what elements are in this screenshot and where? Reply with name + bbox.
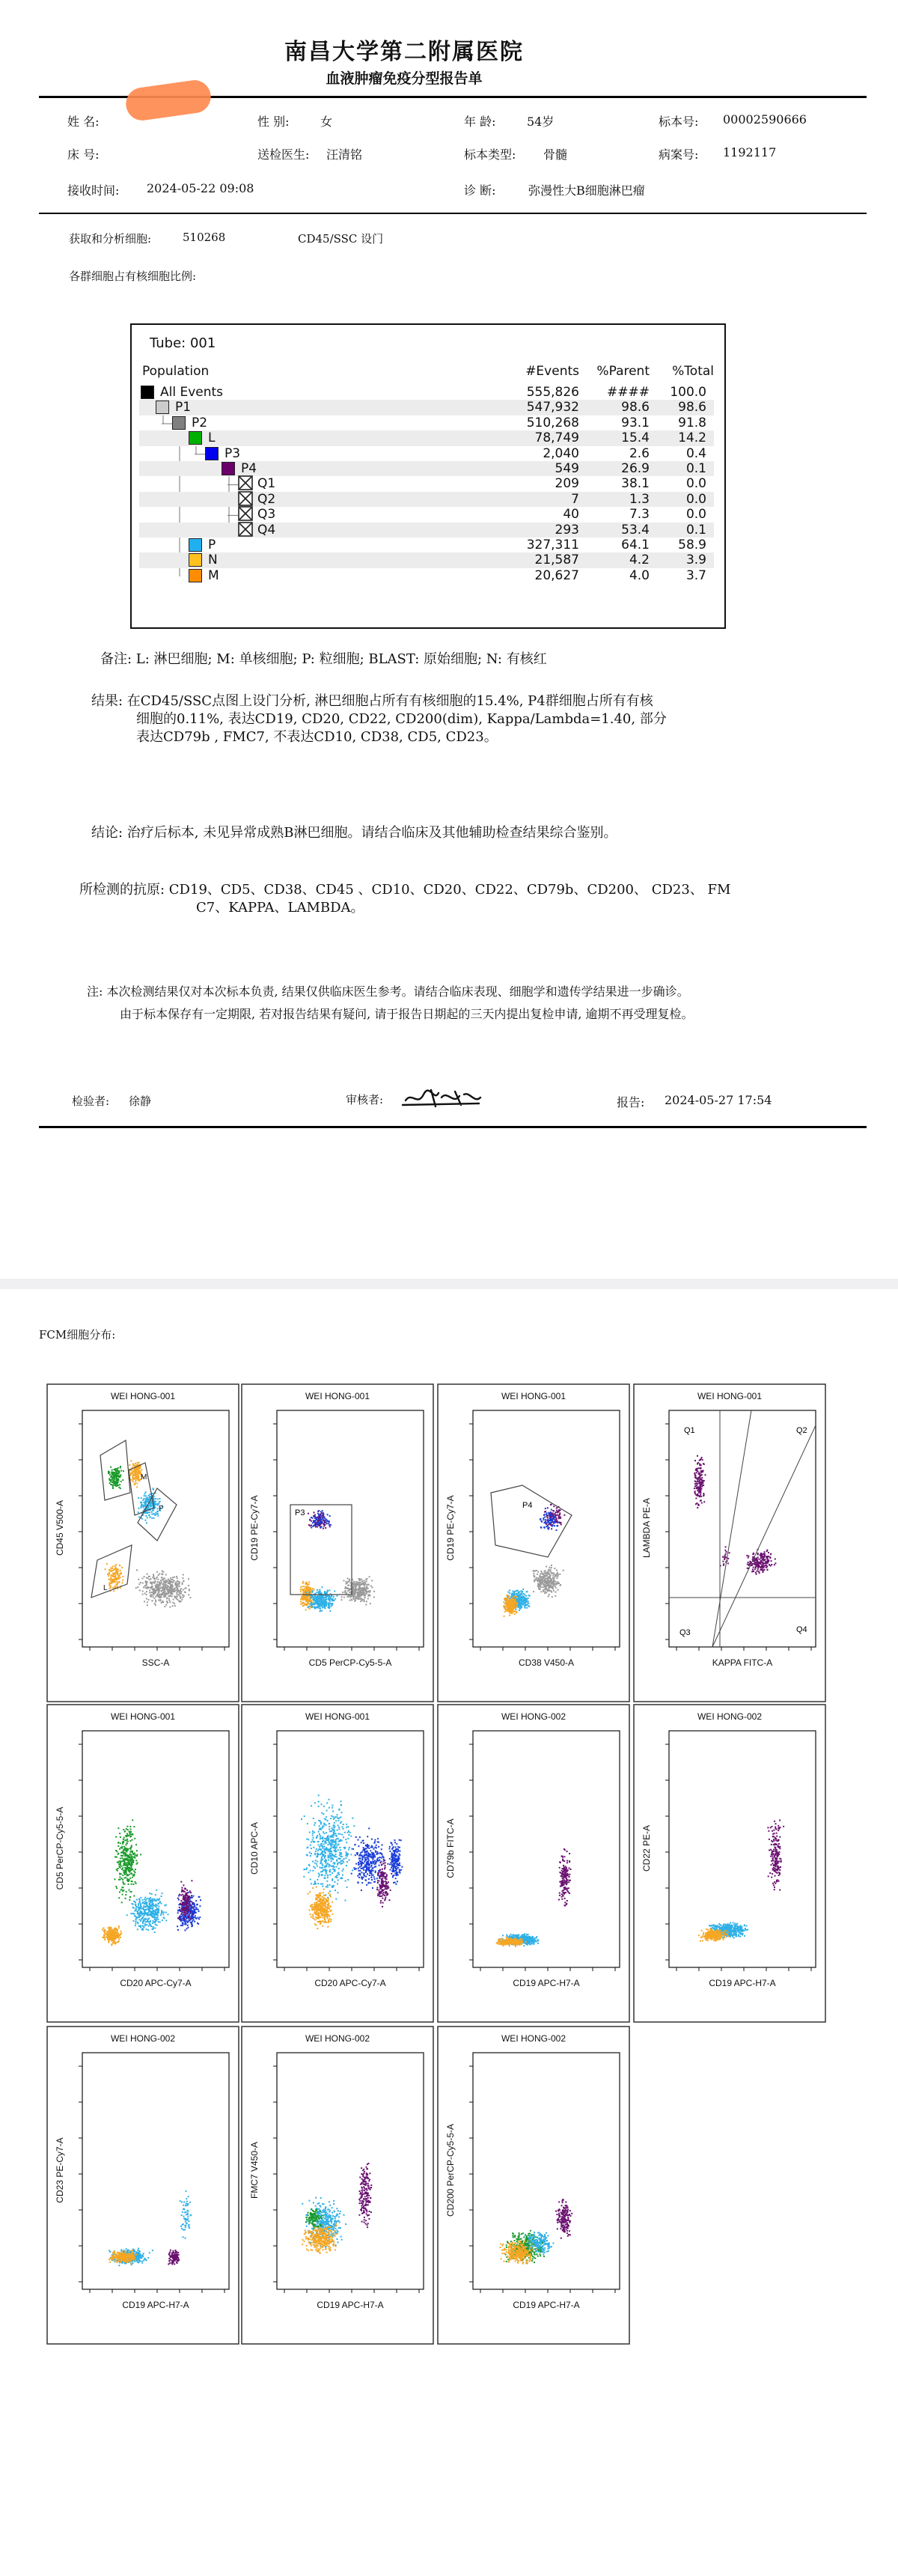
result-line-2: 细胞的0.11%, 表达CD19, CD20, CD22, CD200(dim), Kappa/Lambda=1.40, 部分 <box>136 711 667 727</box>
parent-value: 53.4 <box>621 522 650 538</box>
plot-x-axis-label: CD19 APC-H7-A <box>513 1978 580 1988</box>
case-no-value: 1192117 <box>723 145 777 159</box>
population-swatch <box>156 401 169 414</box>
fcm-plot-svg <box>633 1704 826 2023</box>
population-name: P2 <box>192 415 208 430</box>
age-label: 年 龄: <box>464 115 496 129</box>
total-value: 0.1 <box>685 461 706 476</box>
population-swatch <box>222 462 235 475</box>
plot-x-axis-label: CD19 APC-H7-A <box>513 2300 580 2310</box>
specimen-type-value: 骨髓 <box>543 147 568 162</box>
parent-value: 2.6 <box>629 445 650 461</box>
gate-text: CD45/SSC 设门 <box>298 232 384 246</box>
population-swatch <box>238 522 253 537</box>
population-row <box>139 415 714 430</box>
fcm-plot <box>46 1704 239 2023</box>
remark-text: 备注: L: 淋巴细胞; M: 单核细胞; P: 粒细胞; BLAST: 原始细胞; N: 有核红 <box>100 651 547 667</box>
reviewer-label: 审核者: <box>346 1093 384 1106</box>
total-value: 0.4 <box>685 445 706 461</box>
population-row <box>139 385 714 400</box>
parent-value: #### <box>607 385 650 400</box>
total-value: 91.8 <box>678 415 706 430</box>
plot-x-axis-label: KAPPA FITC-A <box>712 1657 773 1668</box>
population-row <box>139 538 714 552</box>
fcm-plot-svg <box>241 1704 434 2023</box>
total-value: 3.7 <box>685 567 706 583</box>
total-value: 0.0 <box>685 491 706 507</box>
ratio-label: 各群细胞占有核细胞比例: <box>69 270 197 283</box>
col-events: #Events <box>525 364 579 379</box>
antigen-line-2: C7、KAPPA、LAMBDA。 <box>196 900 364 916</box>
plot-title: WEI HONG-001 <box>697 1391 762 1401</box>
population-name: N <box>208 552 218 568</box>
doctor-label: 送检医生: <box>257 147 310 162</box>
header-bottom-rule <box>39 213 867 214</box>
parent-value: 98.6 <box>621 400 650 415</box>
events-value: 547,932 <box>526 400 579 415</box>
fcm-plot-svg <box>46 2026 239 2345</box>
plot-title: WEI HONG-001 <box>501 1391 566 1401</box>
population-row <box>139 446 714 461</box>
plot-y-axis-label: CD200 PerCP-Cy5-5-A <box>445 2123 456 2217</box>
disclaimer-line-1: 注: 本次检测结果仅对本次标本负责, 结果仅供临床医生参考。请结合临床表现、细胞学和遗传学结果进一步确诊。 <box>87 984 689 999</box>
fcm-plot-svg <box>46 1704 239 2023</box>
gender-value: 女 <box>320 115 333 129</box>
parent-value: 4.0 <box>629 567 650 583</box>
result-line-1: 结果: 在CD45/SSC点图上设门分析, 淋巴细胞占所有有核细胞的15.4%, P4群细胞占所有有核 <box>91 693 653 709</box>
fcm-plot-svg <box>437 1704 630 2023</box>
events-value: 2,040 <box>543 445 579 461</box>
total-value: 0.0 <box>685 476 706 492</box>
disclaimer-line-2: 由于标本保存有一定期限, 若对报告结果有疑问, 请于报告日期起的三天内提出复检申请, 逾期不再受理复检。 <box>120 1007 694 1021</box>
parent-value: 64.1 <box>621 538 650 552</box>
plot-title: WEI HONG-001 <box>305 1391 370 1401</box>
report-title: 血液肿瘤免疫分型报告单 <box>326 70 483 87</box>
total-value: 3.9 <box>685 552 706 568</box>
plot-y-axis-label: CD23 PE-Cy7-A <box>55 2137 65 2203</box>
events-value: 293 <box>555 522 579 538</box>
svg-text:Q1: Q1 <box>684 1426 695 1435</box>
svg-text:P4: P4 <box>522 1501 533 1510</box>
cells-value: 510268 <box>183 231 226 244</box>
population-row <box>139 492 714 507</box>
plot-title: WEI HONG-001 <box>305 1711 370 1722</box>
parent-value: 15.4 <box>621 430 650 446</box>
total-value: 14.2 <box>678 430 706 446</box>
total-value: 100.0 <box>670 385 706 400</box>
bed-label: 床 号: <box>67 147 100 162</box>
plot-title: WEI HONG-002 <box>697 1711 762 1722</box>
col-parent: %Parent <box>596 364 650 379</box>
plot-title: WEI HONG-002 <box>501 1711 566 1722</box>
plot-x-axis-label: CD20 APC-Cy7-A <box>314 1978 386 1988</box>
events-value: 510,268 <box>526 415 579 430</box>
plot-y-axis-label: CD10 APC-A <box>249 1821 260 1875</box>
plot-y-axis-label: FMC7 V450-A <box>249 2141 260 2199</box>
plot-y-axis-label: CD19 PE-Cy7-A <box>445 1495 456 1561</box>
diagnosis-label: 诊 断: <box>464 183 496 198</box>
received-label: 接收时间: <box>67 183 120 198</box>
total-value: 58.9 <box>678 538 706 552</box>
fcm-plot <box>633 1704 826 2023</box>
fcm-plot <box>437 1383 630 1702</box>
population-row <box>139 552 714 567</box>
plot-title: WEI HONG-002 <box>305 2033 370 2044</box>
population-name: P <box>208 538 216 552</box>
age-value: 54岁 <box>527 115 555 129</box>
events-value: 21,587 <box>534 552 579 568</box>
population-name: All Events <box>160 385 224 400</box>
page-separator <box>0 1279 898 1289</box>
hospital-title: 南昌大学第二附属医院 <box>284 39 524 65</box>
events-value: 20,627 <box>534 567 579 583</box>
population-swatch <box>189 553 202 567</box>
events-value: 327,311 <box>526 538 579 552</box>
fcm-plot-svg <box>241 1383 434 1702</box>
plot-x-axis-label: CD19 APC-H7-A <box>317 2300 384 2310</box>
report-label: 报告: <box>617 1095 645 1109</box>
fcm-plot <box>46 2026 239 2345</box>
population-row <box>139 400 714 415</box>
population-row <box>139 523 714 538</box>
fcm-plot <box>633 1383 826 1702</box>
population-name: Q2 <box>257 491 276 507</box>
svg-text:Q4: Q4 <box>796 1625 807 1634</box>
fcm-plot-svg <box>46 1383 239 1702</box>
svg-text:Q3: Q3 <box>679 1628 691 1637</box>
fcm-plot <box>241 2026 434 2345</box>
events-value: 78,749 <box>534 430 579 446</box>
population-name: Q3 <box>257 507 276 523</box>
plot-x-axis-label: CD19 APC-H7-A <box>709 1978 776 1988</box>
population-name: M <box>208 567 219 583</box>
parent-value: 93.1 <box>621 415 650 430</box>
fcm-plot-svg <box>633 1383 826 1702</box>
tube-label: Tube: 001 <box>150 335 216 351</box>
plot-x-axis-label: CD20 APC-Cy7-A <box>120 1978 192 1988</box>
parent-value: 7.3 <box>629 507 650 523</box>
antigen-line-1: 所检测的抗原: CD19、CD5、CD38、CD45 、CD10、CD20、CD22、CD79b、CD200、 CD23、 FM <box>79 882 731 898</box>
total-value: 98.6 <box>678 400 706 415</box>
result-line-3: 表达CD79b , FMC7, 不表达CD10, CD38, CD5, CD23。 <box>136 729 498 745</box>
conclusion-text: 结论: 治疗后标本, 未见异常成熟B淋巴细胞。请结合临床及其他辅助检查结果综合鉴别。 <box>91 825 617 841</box>
fcm-plot <box>241 1383 434 1702</box>
gate-label: M <box>141 1473 147 1482</box>
population-swatch <box>172 416 186 430</box>
events-value: 40 <box>563 507 579 523</box>
population-name: P3 <box>224 445 241 461</box>
plot-y-axis-label: CD5 PerCP-Cy5-5-A <box>55 1806 65 1890</box>
checker-label: 检验者: <box>72 1094 110 1108</box>
col-total: %Total <box>672 364 714 379</box>
gender-label: 性 别: <box>257 115 290 129</box>
events-value: 555,826 <box>526 385 579 400</box>
plot-x-axis-label: SSC-A <box>141 1657 170 1668</box>
case-no-label: 病案号: <box>659 147 699 162</box>
population-swatch <box>189 569 202 582</box>
parent-value: 4.2 <box>629 552 650 568</box>
plot-title: WEI HONG-002 <box>110 2033 175 2044</box>
gate-label: P <box>159 1505 164 1513</box>
plot-title: WEI HONG-001 <box>110 1391 175 1401</box>
population-swatch <box>205 447 219 460</box>
total-value: 0.0 <box>685 507 706 523</box>
col-population: Population <box>142 364 210 379</box>
population-name: P1 <box>175 400 192 415</box>
parent-value: 1.3 <box>629 491 650 507</box>
diagnosis-value: 弥漫性大B细胞淋巴瘤 <box>528 183 645 198</box>
fcm-plot-svg <box>437 2026 630 2345</box>
plot-x-axis-label: CD19 APC-H7-A <box>122 2300 189 2310</box>
fcm-title: FCM细胞分布: <box>39 1328 116 1342</box>
plot-x-axis-label: CD5 PerCP-Cy5-5-A <box>308 1657 392 1668</box>
population-swatch <box>141 386 154 399</box>
population-swatch <box>238 491 253 506</box>
parent-value: 38.1 <box>621 476 650 492</box>
name-label: 姓 名: <box>67 115 100 129</box>
plot-title: WEI HONG-001 <box>110 1711 175 1722</box>
population-row <box>139 476 714 491</box>
plot-x-axis-label: CD38 V450-A <box>518 1657 575 1668</box>
events-value: 209 <box>555 476 579 492</box>
events-value: 7 <box>571 491 579 507</box>
population-name: Q1 <box>257 476 276 492</box>
fcm-plot <box>437 1704 630 2023</box>
population-swatch <box>238 506 253 521</box>
plot-y-axis-label: CD79b FITC-A <box>445 1818 456 1878</box>
population-name: Q4 <box>257 522 276 538</box>
population-name: L <box>208 430 216 446</box>
specimen-no-value: 00002590666 <box>723 112 807 127</box>
reviewer-signature <box>401 1084 483 1111</box>
fcm-plot <box>46 1383 239 1702</box>
gate-label: L <box>103 1584 108 1592</box>
fcm-plot <box>241 1704 434 2023</box>
population-swatch <box>189 431 202 445</box>
svg-text:P3: P3 <box>295 1508 305 1517</box>
plot-y-axis-label: CD19 PE-Cy7-A <box>249 1495 260 1561</box>
specimen-type-label: 标本类型: <box>464 147 516 162</box>
population-table <box>130 323 726 629</box>
footer-rule <box>39 1126 867 1128</box>
plot-y-axis-label: LAMBDA PE-A <box>641 1497 652 1559</box>
svg-text:Q2: Q2 <box>796 1426 807 1435</box>
report-date: 2024-05-27 17:54 <box>665 1093 772 1107</box>
plot-y-axis-label: CD22 PE-A <box>641 1824 652 1872</box>
population-row <box>139 507 714 522</box>
population-swatch <box>238 475 253 490</box>
received-value: 2024-05-22 09:08 <box>147 181 254 195</box>
total-value: 0.1 <box>685 522 706 538</box>
checker-value: 徐静 <box>129 1094 152 1108</box>
cells-label: 获取和分析细胞: <box>69 232 152 246</box>
plot-y-axis-label: CD45 V500-A <box>55 1499 65 1556</box>
specimen-no-label: 标本号: <box>659 115 699 129</box>
fcm-plot-svg <box>437 1383 630 1702</box>
fcm-plot <box>437 2026 630 2345</box>
parent-value: 26.9 <box>621 461 650 476</box>
population-row <box>139 461 714 476</box>
doctor-value: 汪清铭 <box>326 147 363 162</box>
population-name: P4 <box>241 461 257 476</box>
population-swatch <box>189 538 202 552</box>
population-row <box>139 568 714 583</box>
population-row <box>139 430 714 445</box>
plot-title: WEI HONG-002 <box>501 2033 566 2044</box>
fcm-plot-svg <box>241 2026 434 2345</box>
events-value: 549 <box>555 461 579 476</box>
